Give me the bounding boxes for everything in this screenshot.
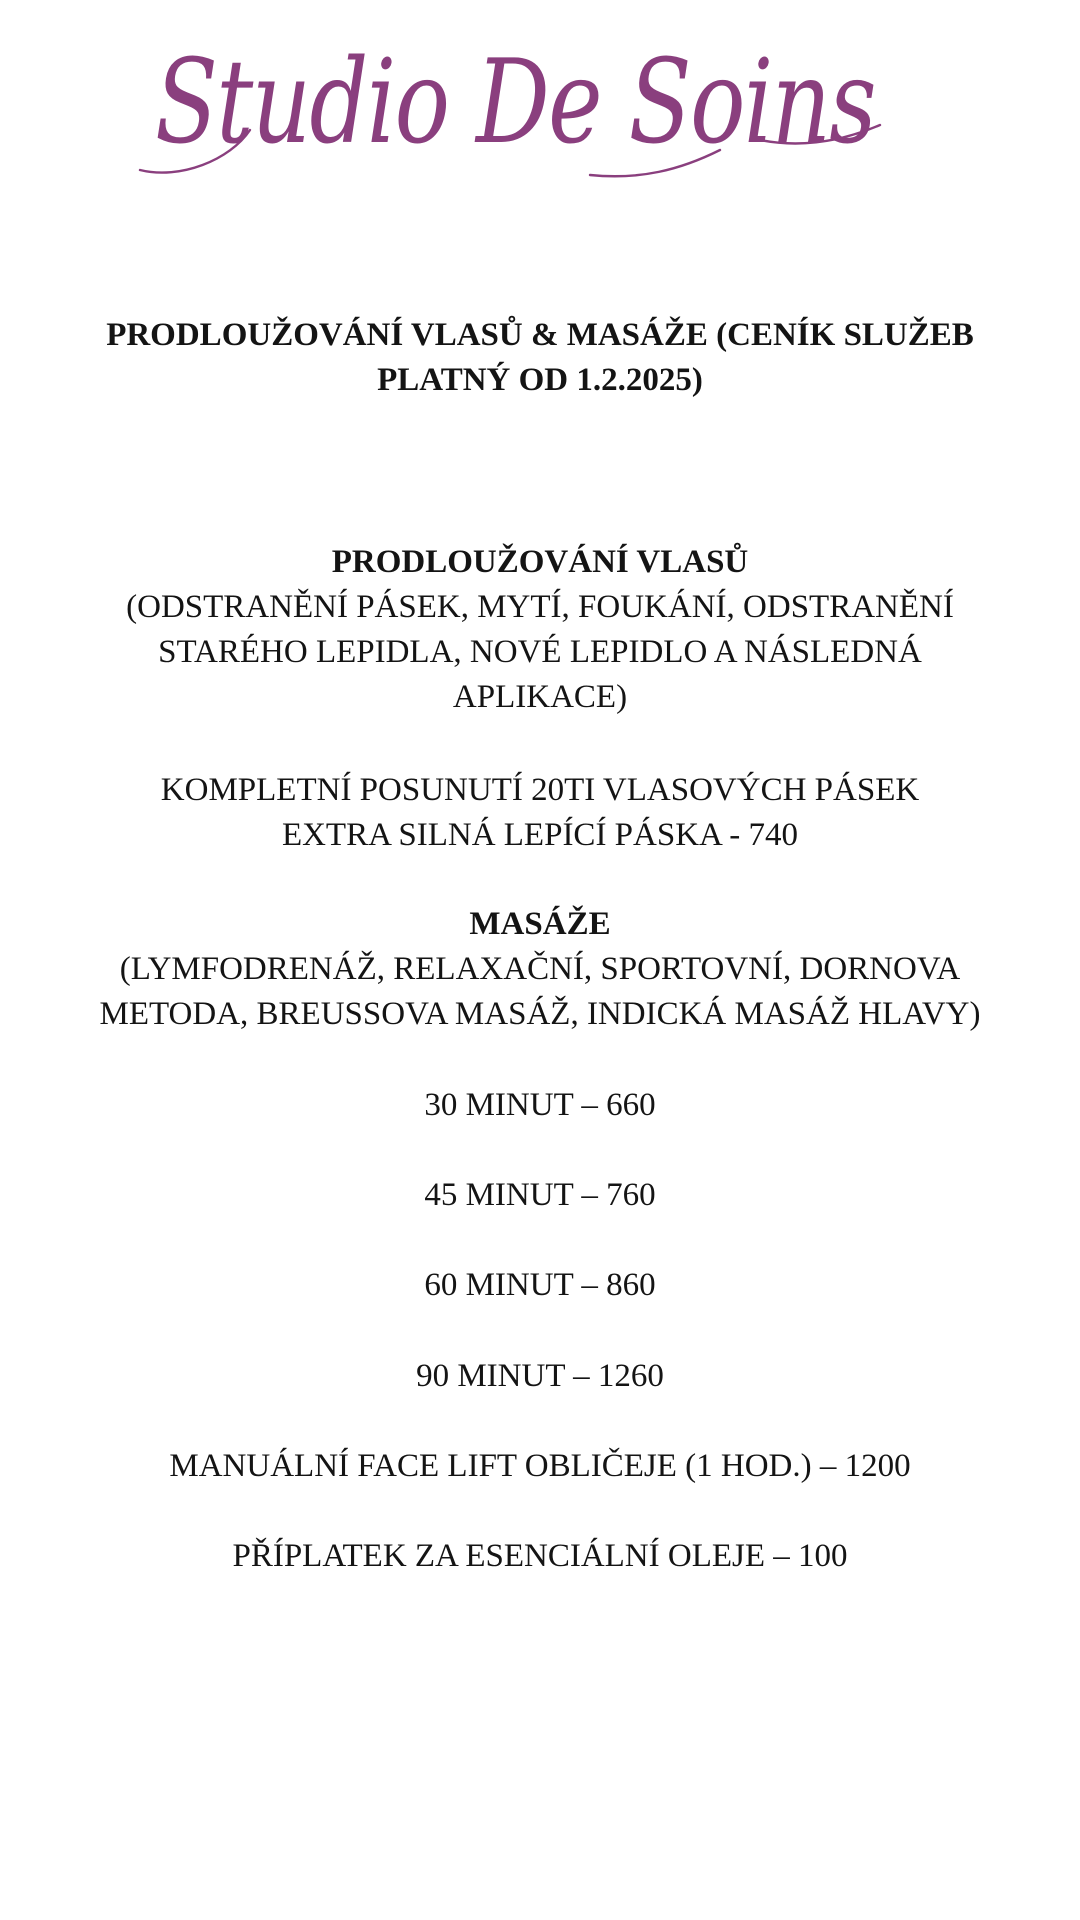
logo-wordmark: Studio De Soins — [155, 35, 875, 170]
massages-description-line: METODA, BREUSSOVA MASÁŽ, INDICKÁ MASÁŽ HLAVY) — [99, 996, 981, 1032]
price-item: 90 MINUT – 1260 — [416, 1358, 664, 1394]
page-title-line-1: PRODLOUŽOVÁNÍ VLASŮ & MASÁŽE (CENÍK SLUŽEB — [106, 317, 974, 353]
hair-extensions-item-line: EXTRA SILNÁ LEPÍCÍ PÁSKA - 740 — [281, 817, 799, 853]
price-item: PŘÍPLATEK ZA ESENCIÁLNÍ OLEJE – 100 — [232, 1538, 848, 1574]
price-item: MANUÁLNÍ FACE LIFT OBLIČEJE (1 HOD.) – 1200 — [169, 1448, 911, 1484]
logo-script — [120, 30, 910, 190]
hair-extensions-section — [60, 540, 1020, 720]
price-item: 30 MINUT – 660 — [424, 1087, 656, 1123]
hair-extensions-description-line: (ODSTRANĚNÍ PÁSEK, MYTÍ, FOUKÁNÍ, ODSTRANĚNÍ — [126, 589, 954, 625]
hair-extensions-description-line: STARÉHO LEPIDLA, NOVÉ LEPIDLO A NÁSLEDNÁ — [158, 634, 922, 670]
hair-extensions-description-line: APLIKACE) — [452, 679, 628, 715]
studio-logo — [120, 30, 910, 190]
hair-extensions-price-item — [60, 768, 1020, 858]
page-title-line-2: PLATNÝ OD 1.2.2025) — [377, 362, 703, 398]
price-item: 60 MINUT – 860 — [424, 1267, 656, 1303]
massages-description-line: (LYMFODRENÁŽ, RELAXAČNÍ, SPORTOVNÍ, DORNOVA — [119, 951, 961, 987]
massages-heading: MASÁŽE — [469, 906, 611, 942]
page-title — [60, 313, 1020, 403]
hair-extensions-item-line: KOMPLETNÍ POSUNUTÍ 20TI VLASOVÝCH PÁSEK — [160, 772, 920, 808]
hair-extensions-heading: PRODLOUŽOVÁNÍ VLASŮ — [331, 544, 749, 580]
price-item: 45 MINUT – 760 — [424, 1177, 656, 1213]
massages-section — [60, 902, 1020, 1037]
